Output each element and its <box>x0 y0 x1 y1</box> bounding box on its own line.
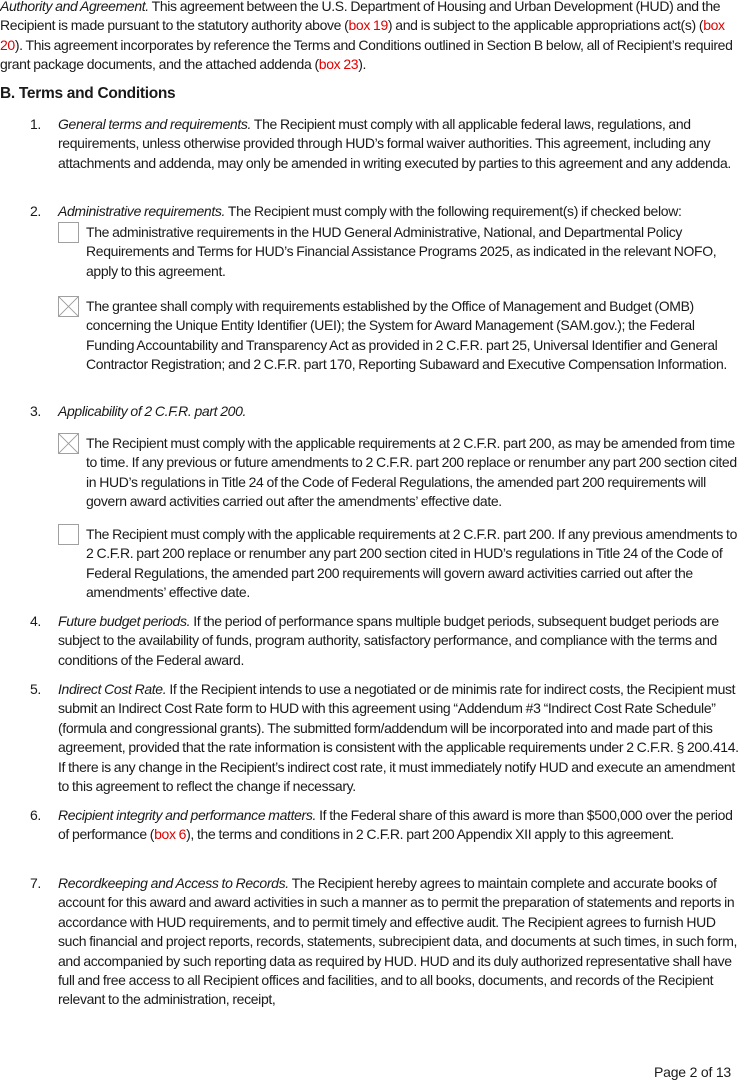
checkbox-option <box>58 297 743 375</box>
page-number: Page 2 of 13 <box>654 1064 731 1080</box>
intro-paragraph <box>0 0 743 75</box>
checkbox-checked[interactable] <box>58 433 79 454</box>
item-number: 1. <box>30 116 41 132</box>
checkbox-option <box>58 434 743 512</box>
intro-text-4: ). <box>358 56 367 73</box>
item-lead: General terms and requirements. <box>58 116 252 132</box>
box-reference: box 6 <box>154 826 187 843</box>
item-lead: Future budget periods. <box>58 613 191 629</box>
option-text: The grantee shall comply with requirements established by the Office of Management and Budget (OMB) concerning the Unique Entity Identifier (UEI); the System for Award Management (SAM.gov.); the Federal Funding Accountability and Transparency Act as provided in 2 C.F.R. part 25, Universal Identifier and General Contractor Registration; and 2 C.F.R. part 170, Reporting Subaward and Executive Compensation Information. <box>86 298 727 373</box>
item-text: The Recipient must comply with all applicable federal laws, regulations, and requirements, unless otherwise provided through HUD’s formal waiver authorities. This agreement, including any attachments and addenda, may only be amended in writing executed by parties to this agreement and any addenda. <box>58 116 731 171</box>
checkbox-option <box>58 223 743 281</box>
checkbox-unchecked[interactable] <box>58 222 79 243</box>
intro-text-1: This agreement between the U.S. Department of Housing and Urban Development (HUD) and the Recipient is made pursuant to the statutory authority above ( <box>0 0 721 34</box>
box-reference: box 20 <box>0 17 725 53</box>
term-item-1 <box>30 115 743 173</box>
item-lead: Applicability of 2 C.F.R. part 200. <box>58 403 247 419</box>
item-text: The Recipient must comply with the following requirement(s) if checked below: <box>225 203 682 219</box>
term-item-6 <box>30 806 743 845</box>
section-heading: B. Terms and Conditions <box>0 85 176 102</box>
item-text-1: If the Federal share of this award is more than $500,000 over the period of performance ( <box>58 807 733 843</box>
checkbox-unchecked[interactable] <box>58 524 79 545</box>
item-text: If the Recipient intends to use a negotiated or de minimis rate for indirect costs, the Recipient must submit an Indirect Cost Rate form to HUD with this agreement using “Addendum #3 “Indirect Cost Rate Schedule” (formula and congressional grants). The submitted form/addendum will be incorporated into and made part of this agreement, provided that the rate information is consistent with the applicable requirements under 2 C.F.R. § 200.414. If there is any change in the Recipient’s indirect cost rate, it must immediately notify HUD and execute an amendment to this agreement to reflect the change if necessary. <box>58 681 739 795</box>
item-text: The Recipient hereby agrees to maintain complete and accurate books of account for this award and award activities in such a manner as to permit the preparation of statements and reports in accordance with HUD requirements, and to permit timely and effective audit. The Recipient agrees to furnish HUD such financial and project reports, records, statements, subrecipient data, and documents at such times, in such form, and accompanied by such reporting data as required by HUD. HUD and its duly authorized representative shall have full and free access to all Recipient offices and facilities, and to all books, documents, and records of the Recipient relevant to the administration, receipt, <box>58 875 738 1008</box>
box-reference: box 23 <box>318 56 359 73</box>
item-text-2: ), the terms and conditions in 2 C.F.R. part 200 Appendix XII apply to this agreement. <box>186 826 674 843</box>
checkbox-x-icon <box>59 297 78 316</box>
checkbox-x-icon <box>59 434 78 453</box>
checkbox-checked[interactable] <box>58 296 79 317</box>
item-lead: Indirect Cost Rate. <box>58 681 167 697</box>
item-number: 3. <box>30 403 41 419</box>
term-item-4 <box>30 612 743 670</box>
term-item-3 <box>30 402 743 421</box>
item-lead: Recordkeeping and Access to Records. <box>58 875 289 891</box>
term-item-2 <box>30 202 743 221</box>
option-text: The Recipient must comply with the applicable requirements at 2 C.F.R. part 200. If any previous amendments to 2 C.F.R. part 200 replace or renumber any part 200 section cited in HUD’s regulations in Title 24 of the Code of Federal Regulations, the amended part 200 requirements will govern award activities carried out after the amendments’ effective date. <box>86 526 738 601</box>
checkbox-option <box>58 525 743 603</box>
intro-text-3: ). This agreement incorporates by reference the Terms and Conditions outlined in Section B below, all of Recipient’s required grant package documents, and the attached addenda ( <box>0 36 733 73</box>
item-number: 5. <box>30 681 41 697</box>
term-item-5 <box>30 680 743 796</box>
intro-lead: Authority and Agreement. <box>0 0 149 14</box>
item-lead: Administrative requirements. <box>58 203 226 219</box>
item-text: If the period of performance spans multiple budget periods, subsequent budget periods are subject to the availability of funds, program authority, satisfactory performance, and compliance with the terms and conditions of the Federal award. <box>58 613 719 668</box>
item-number: 4. <box>30 613 41 629</box>
item-lead: Recipient integrity and performance matters. <box>58 807 317 823</box>
item-number: 7. <box>30 875 41 891</box>
option-text: The Recipient must comply with the applicable requirements at 2 C.F.R. part 200, as may be amended from time to time. If any previous or future amendments to 2 C.F.R. part 200 replace or renumber any part 200 section cited in HUD’s regulations in Title 24 of the Code of Federal Regulations, the amended part 200 requirements will govern award activities carried out after the amendments’ effective date. <box>86 435 737 510</box>
box-reference: box 19 <box>348 17 388 34</box>
term-item-7 <box>30 874 743 1010</box>
item-number: 2. <box>30 203 41 219</box>
option-text: The administrative requirements in the HUD General Administrative, National, and Departmental Policy Requirements and Terms for HUD’s Financial Assistance Programs 2025, as indicated in the relevant NOFO, apply to this agreement. <box>86 224 717 279</box>
intro-text-2: ) and is subject to the applicable appropriations act(s) ( <box>387 17 704 34</box>
item-number: 6. <box>30 807 41 823</box>
